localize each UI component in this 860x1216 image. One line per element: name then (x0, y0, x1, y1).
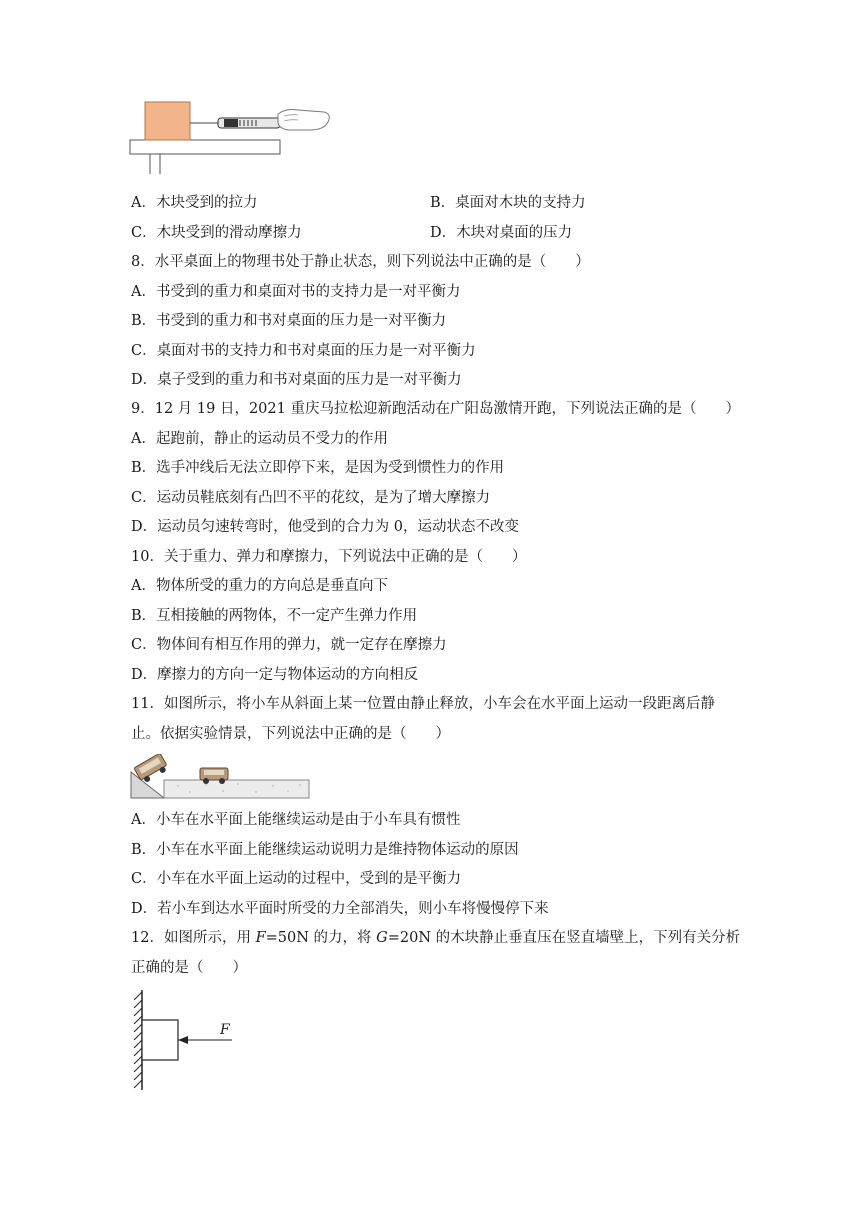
force-label: F (220, 1022, 230, 1038)
q7-option-c[interactable]: C．木块受到的滑动摩擦力 (131, 225, 302, 241)
q9-stem: 9．12 月 19 日，2021 重庆马拉松迎新跑活动在广阳岛激情开跑，下列说法正确的是（ ） (131, 401, 740, 417)
hand (278, 110, 329, 131)
figure-cart-ramp (128, 754, 312, 802)
q11-option-a[interactable]: A．小车在水平面上能继续运动是由于小车具有惯性 (131, 812, 461, 828)
q10-stem: 10．关于重力、弹力和摩擦力，下列说法中正确的是（ ） (131, 549, 527, 565)
q12-stem-pre: 12．如图所示，用 (131, 930, 256, 946)
q7-option-b[interactable]: B．桌面对木块的支持力 (430, 195, 586, 211)
q7-options-row1 (131, 193, 771, 213)
q12-stem-line2: 正确的是（ ） (131, 960, 247, 976)
q12-stem-mid1: =50N 的力，将 (265, 930, 377, 946)
q12-var-g: G (376, 930, 388, 946)
q8-option-b[interactable]: B．书受到的重力和书对桌面的压力是一对平衡力 (131, 313, 447, 329)
q8-option-c[interactable]: C．桌面对书的支持力和书对桌面的压力是一对平衡力 (131, 343, 476, 359)
q7-option-d[interactable]: D．木块对桌面的压力 (430, 225, 573, 241)
q9-option-d[interactable]: D．运动员匀速转弯时，他受到的合力为 0，运动状态不改变 (131, 519, 519, 535)
q8-option-a[interactable]: A．书受到的重力和桌面对书的支持力是一对平衡力 (131, 284, 461, 300)
q9-option-b[interactable]: B．选手冲线后无法立即停下来，是因为受到惯性力的作用 (131, 460, 505, 476)
wooden-block (145, 102, 190, 140)
q10-option-a[interactable]: A．物体所受的重力的方向总是垂直向下 (131, 578, 388, 594)
q9-option-c[interactable]: C．运动员鞋底刻有凸凹不平的花纹，是为了增大摩擦力 (131, 490, 491, 506)
q11-stem-line2: 止。依据实验情景，下列说法中正确的是（ ） (131, 726, 450, 742)
cart-ramp-illustration (128, 754, 312, 802)
pressed-block (142, 1020, 178, 1060)
figure-wall-block (124, 988, 244, 1092)
q8-stem: 8．水平桌面上的物理书处于静止状态，则下列说法中正确的是（ ） (131, 254, 590, 270)
q7-options-row2 (131, 223, 771, 243)
spring-scale-illustration (128, 98, 338, 176)
figure-spring-scale-block (128, 98, 338, 176)
q9-option-a[interactable]: A．起跑前，静止的运动员不受力的作用 (131, 431, 388, 447)
q11-option-b[interactable]: B．小车在水平面上能继续运动说明力是维持物体运动的原因 (131, 842, 519, 858)
q10-option-c[interactable]: C．物体间有相互作用的弹力，就一定存在摩擦力 (131, 637, 447, 653)
horizontal-surface (164, 780, 309, 798)
q8-option-d[interactable]: D．桌子受到的重力和书对桌面的压力是一对平衡力 (131, 372, 462, 388)
q11-option-d[interactable]: D．若小车到达水平面时所受的力全部消失，则小车将慢慢停下来 (131, 901, 549, 917)
q11-option-c[interactable]: C．小车在水平面上运动的过程中，受到的是平衡力 (131, 871, 462, 887)
q7-option-a[interactable]: A．木块受到的拉力 (131, 195, 258, 211)
q12-var-f: F (255, 930, 266, 946)
q12-stem-line1 (131, 928, 740, 948)
q12-stem-mid2: =20N 的木块静止垂直压在竖直墙壁上，下列有关分析 (387, 930, 741, 946)
q11-stem-line1: 11．如图所示，将小车从斜面上某一位置由静止释放，小车会在水平面上运动一段距离后静 (131, 696, 715, 712)
q10-option-d[interactable]: D．摩擦力的方向一定与物体运动的方向相反 (131, 667, 419, 683)
wall-block-illustration (124, 988, 244, 1092)
q10-option-b[interactable]: B．互相接触的两物体，不一定产生弹力作用 (131, 608, 418, 624)
